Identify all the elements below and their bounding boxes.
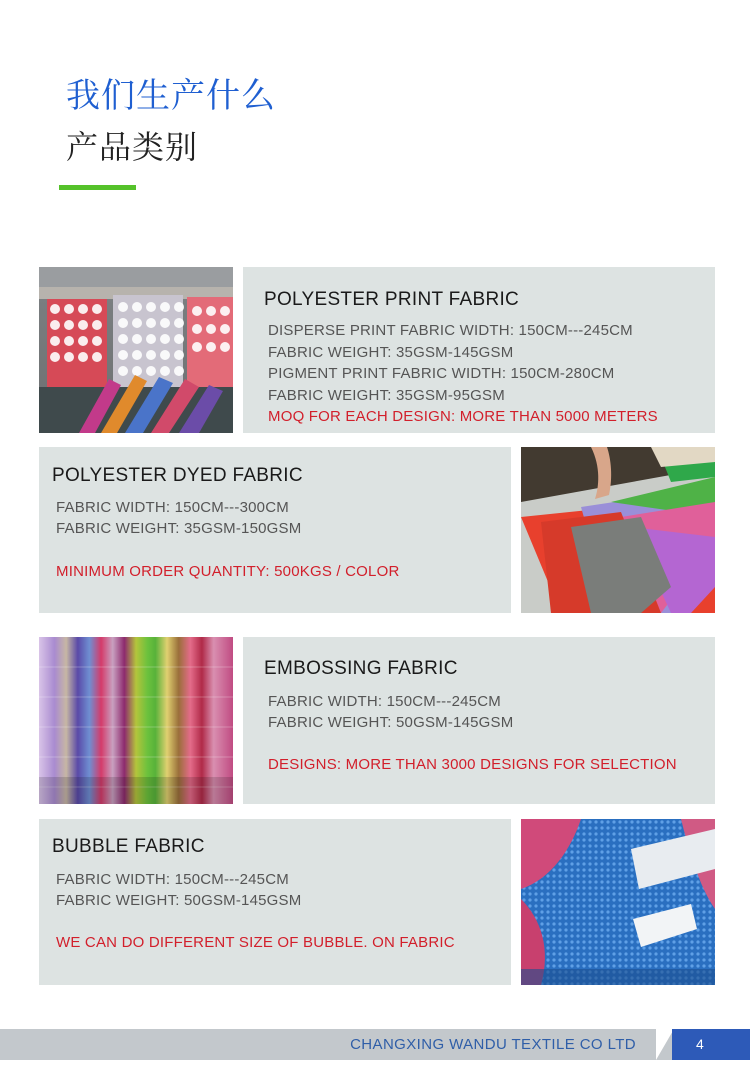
- embossing-fabric-panel: [243, 637, 715, 804]
- embossing-fabric-designs: DESIGNS: MORE THAN 3000 DESIGNS FOR SELECTION: [268, 756, 677, 773]
- dyed-fabric-spec: FABRIC WIDTH: 150CM---300CM: [56, 499, 289, 516]
- dyed-fabric-image: [521, 447, 715, 613]
- embossing-fabric-image: [39, 637, 233, 804]
- print-fabric-moq: MOQ FOR EACH DESIGN: MORE THAN 5000 METERS: [268, 408, 658, 425]
- bubble-fabric-panel: [39, 819, 511, 985]
- bubble-fabric-title: BUBBLE FABRIC: [52, 836, 205, 857]
- dyed-fabric-panel: [39, 447, 511, 613]
- bubble-fabric-image: [521, 819, 715, 985]
- print-fabric-spec: DISPERSE PRINT FABRIC WIDTH: 150CM---245CM: [268, 322, 633, 339]
- dyed-fabric-title: POLYESTER DYED FABRIC: [52, 465, 303, 486]
- embossing-fabric-title: EMBOSSING FABRIC: [264, 658, 458, 679]
- page-subtitle: 产品类别: [66, 128, 199, 166]
- print-fabric-photo: [39, 267, 233, 433]
- dyed-fabric-spec: FABRIC WEIGHT: 35GSM-150GSM: [56, 520, 302, 537]
- dyed-fabric-photo: [521, 447, 715, 613]
- embossing-fabric-photo: [39, 637, 233, 804]
- print-fabric-title: POLYESTER PRINT FABRIC: [264, 289, 520, 310]
- dyed-fabric-moq: MINIMUM ORDER QUANTITY: 500KGS / COLOR: [56, 563, 400, 580]
- bubble-fabric-spec: FABRIC WEIGHT: 50GSM-145GSM: [56, 892, 302, 909]
- page-number: 4: [672, 1029, 750, 1060]
- print-fabric-spec: PIGMENT PRINT FABRIC WIDTH: 150CM-280CM: [268, 365, 615, 382]
- embossing-fabric-spec: FABRIC WIDTH: 150CM---245CM: [268, 693, 501, 710]
- print-fabric-spec: FABRIC WEIGHT: 35GSM-145GSM: [268, 344, 514, 361]
- embossing-fabric-spec: FABRIC WEIGHT: 50GSM-145GSM: [268, 714, 514, 731]
- bubble-fabric-photo: [521, 819, 715, 985]
- print-fabric-spec: FABRIC WEIGHT: 35GSM-95GSM: [268, 387, 505, 404]
- print-fabric-panel: [243, 267, 715, 433]
- print-fabric-rolls-image: [39, 267, 233, 433]
- company-name: CHANGXING WANDU TEXTILE CO LTD: [350, 1036, 636, 1053]
- title-underline: [59, 185, 136, 190]
- bubble-fabric-note: WE CAN DO DIFFERENT SIZE OF BUBBLE. ON FABRIC: [56, 934, 455, 951]
- bubble-fabric-spec: FABRIC WIDTH: 150CM---245CM: [56, 871, 289, 888]
- page-title: 我们生产什么: [66, 76, 276, 116]
